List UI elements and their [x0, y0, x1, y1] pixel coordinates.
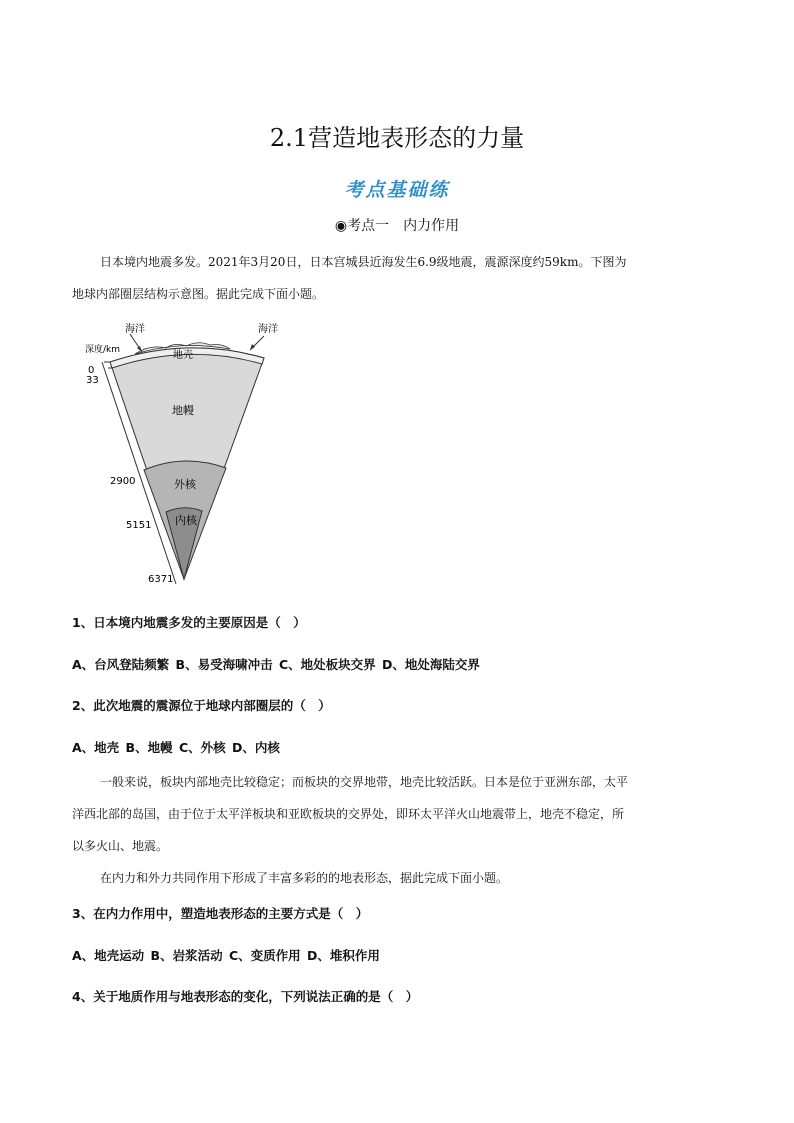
depth-unit-label: 深度/km — [85, 345, 121, 355]
question-2-stem: 2、此次地震的震源位于地球内部圈层的（ ） — [72, 698, 331, 713]
earth-interior-diagram — [80, 318, 280, 593]
question-1-options — [72, 655, 722, 673]
crust-label: 地壳 — [173, 350, 193, 361]
ocean-right-label: 海洋 — [258, 324, 278, 335]
question-4-stem: 4、关于地质作用与地表形态的变化，下列说法正确的是（ ） — [72, 989, 419, 1004]
question-2-option-d[interactable]: D、内核 — [231, 740, 280, 755]
question-1-option-a[interactable]: A、台风登陆频繁 — [72, 657, 170, 672]
page-title: 2.1营造地表形态的力量 — [269, 124, 525, 152]
explanation-line-3: 以多火山、地震。 — [72, 839, 169, 853]
depth-tick-33: 33 — [86, 375, 99, 386]
question-2-options — [72, 738, 722, 756]
question-2-option-c[interactable]: C、外核 — [178, 740, 226, 755]
section-title: 考点基础练 — [344, 179, 450, 201]
mantle-label: 地幔 — [172, 404, 194, 417]
explanation-line-4: 在内力和外力共同作用下形成了丰富多彩的的地表形态，据此完成下面小题。 — [100, 871, 509, 885]
explanation-paragraph — [72, 766, 722, 894]
question-3-stem: 3、在内力作用中，塑造地表形态的主要方式是（ ） — [72, 906, 369, 921]
question-1-option-d[interactable]: D、地处海陆交界 — [381, 657, 480, 672]
depth-tick-2900: 2900 — [110, 476, 136, 487]
question-2-option-b[interactable]: B、地幔 — [125, 740, 173, 755]
question-3-options — [72, 946, 722, 964]
intro-line-1: 日本境内地震多发。2021年3月20日，日本宫城县近海发生6.9级地震，震源深度约59km。下图为 — [100, 255, 627, 269]
ocean-left-label: 海洋 — [125, 324, 145, 335]
explanation-line-2: 洋西北部的岛国，由于位于太平洋板块和亚欧板块的交界处，即环太平洋火山地震带上，地壳不稳定，所 — [72, 807, 625, 821]
question-1-option-b[interactable]: B、易受海啸冲击 — [175, 657, 273, 672]
question-3-option-a[interactable]: A、地壳运动 — [72, 948, 145, 963]
question-3-option-d[interactable]: D、堆积作用 — [306, 948, 380, 963]
inner-core-label: 内核 — [175, 514, 197, 527]
subsection-title: ◉考点一 内力作用 — [334, 218, 460, 234]
intro-paragraph — [72, 246, 722, 310]
question-3-option-b[interactable]: B、岩浆活动 — [150, 948, 223, 963]
depth-tick-6371: 6371 — [148, 574, 174, 585]
intro-line-2: 地球内部圈层结构示意图。据此完成下面小题。 — [72, 287, 325, 301]
depth-tick-0: 0 — [88, 365, 95, 376]
question-1-stem: 1、日本境内地震多发的主要原因是（ ） — [72, 615, 306, 630]
explanation-line-1: 一般来说，板块内部地壳比较稳定；而板块的交界地带，地壳比较活跃。日本是位于亚洲东部，太平 — [100, 775, 629, 789]
depth-tick-5151: 5151 — [126, 520, 152, 531]
question-3-option-c[interactable]: C、变质作用 — [228, 948, 301, 963]
question-1-option-c[interactable]: C、地处板块交界 — [278, 657, 376, 672]
outer-core-label: 外核 — [174, 478, 196, 491]
question-2-option-a[interactable]: A、地壳 — [72, 740, 120, 755]
